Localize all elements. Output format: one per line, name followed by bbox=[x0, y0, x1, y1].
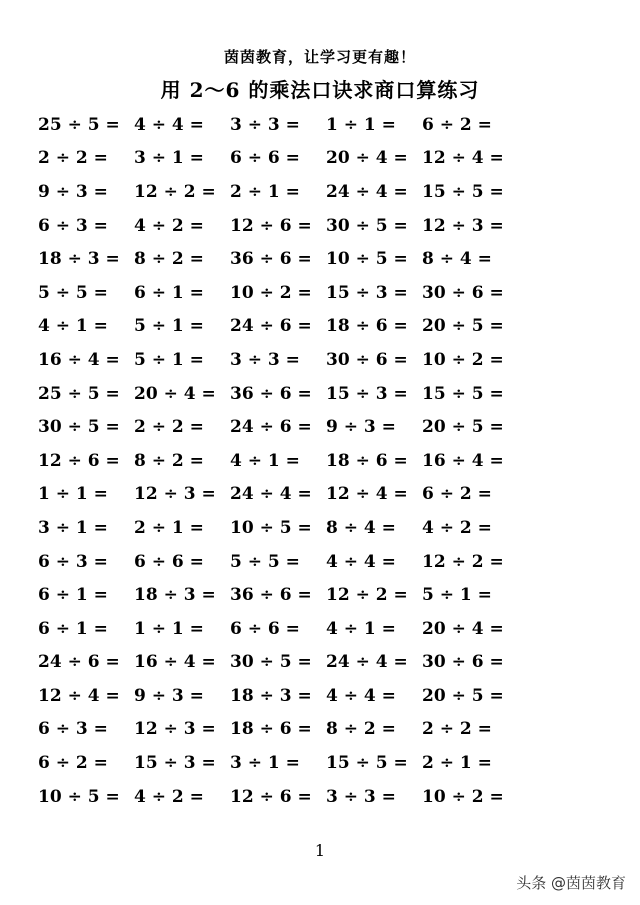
division-problem: 8 ÷ 4 = bbox=[422, 249, 492, 270]
division-problem: 15 ÷ 5 = bbox=[422, 383, 504, 404]
division-problem: 30 ÷ 5 = bbox=[230, 652, 312, 673]
division-problem: 30 ÷ 6 = bbox=[422, 282, 504, 303]
division-problem: 18 ÷ 3 = bbox=[134, 585, 216, 606]
division-problem: 12 ÷ 3 = bbox=[422, 215, 504, 236]
division-problem: 2 ÷ 1 = bbox=[134, 517, 204, 538]
division-problem: 3 ÷ 1 = bbox=[230, 753, 300, 774]
division-problem: 24 ÷ 4 = bbox=[230, 484, 312, 505]
division-problem: 2 ÷ 1 = bbox=[422, 753, 492, 774]
problem-row bbox=[38, 679, 598, 713]
division-problem: 5 ÷ 5 = bbox=[38, 282, 108, 303]
problem-row bbox=[38, 310, 598, 344]
division-problem: 8 ÷ 2 = bbox=[134, 450, 204, 471]
division-problem: 6 ÷ 3 = bbox=[38, 719, 108, 740]
division-problem: 24 ÷ 6 = bbox=[230, 316, 312, 337]
division-problem: 4 ÷ 1 = bbox=[326, 618, 396, 639]
problem-row bbox=[38, 175, 598, 209]
division-problem: 12 ÷ 4 = bbox=[422, 148, 504, 169]
problem-row bbox=[38, 612, 598, 646]
division-problem: 2 ÷ 1 = bbox=[230, 181, 300, 202]
division-problem: 18 ÷ 3 = bbox=[230, 685, 312, 706]
division-problem: 4 ÷ 2 = bbox=[134, 215, 204, 236]
division-problem: 2 ÷ 2 = bbox=[38, 148, 108, 169]
problem-row bbox=[38, 276, 598, 310]
division-problem: 3 ÷ 1 = bbox=[134, 148, 204, 169]
division-problem: 30 ÷ 6 = bbox=[326, 349, 408, 370]
division-problem: 5 ÷ 1 = bbox=[422, 585, 492, 606]
division-problem: 24 ÷ 6 = bbox=[38, 652, 120, 673]
division-problem: 12 ÷ 3 = bbox=[134, 719, 216, 740]
division-problem: 25 ÷ 5 = bbox=[38, 114, 120, 135]
division-problem: 2 ÷ 2 = bbox=[422, 719, 492, 740]
division-problem: 10 ÷ 2 = bbox=[422, 786, 504, 807]
problem-row bbox=[38, 545, 598, 579]
division-problem: 12 ÷ 4 = bbox=[38, 685, 120, 706]
division-problem: 16 ÷ 4 = bbox=[422, 450, 504, 471]
division-problem: 12 ÷ 2 = bbox=[422, 551, 504, 572]
division-problem: 4 ÷ 4 = bbox=[326, 685, 396, 706]
division-problem: 10 ÷ 2 = bbox=[230, 282, 312, 303]
problem-row bbox=[38, 478, 598, 512]
division-problem: 20 ÷ 4 = bbox=[134, 383, 216, 404]
division-problem: 15 ÷ 3 = bbox=[134, 753, 216, 774]
division-problem: 12 ÷ 4 = bbox=[326, 484, 408, 505]
division-problem: 25 ÷ 5 = bbox=[38, 383, 120, 404]
division-problem: 4 ÷ 1 = bbox=[230, 450, 300, 471]
division-problem: 12 ÷ 6 = bbox=[230, 215, 312, 236]
problem-row bbox=[38, 444, 598, 478]
division-problem: 6 ÷ 6 = bbox=[230, 618, 300, 639]
division-problem: 15 ÷ 3 = bbox=[326, 383, 408, 404]
problem-row bbox=[38, 646, 598, 680]
division-problem: 36 ÷ 6 = bbox=[230, 585, 312, 606]
division-problem: 8 ÷ 2 = bbox=[326, 719, 396, 740]
division-problem: 12 ÷ 2 = bbox=[134, 181, 216, 202]
division-problem: 4 ÷ 4 = bbox=[326, 551, 396, 572]
division-problem: 24 ÷ 4 = bbox=[326, 181, 408, 202]
division-problem: 10 ÷ 5 = bbox=[38, 786, 120, 807]
division-problem: 24 ÷ 6 = bbox=[230, 417, 312, 438]
page-number: 1 bbox=[314, 841, 326, 860]
problem-row bbox=[38, 410, 598, 444]
division-problem: 20 ÷ 5 = bbox=[422, 316, 504, 337]
division-problem: 6 ÷ 2 = bbox=[422, 114, 492, 135]
division-problem: 6 ÷ 1 = bbox=[134, 282, 204, 303]
division-problem: 18 ÷ 6 = bbox=[326, 316, 408, 337]
division-problem: 18 ÷ 6 = bbox=[326, 450, 408, 471]
division-problem: 1 ÷ 1 = bbox=[134, 618, 204, 639]
problem-row bbox=[38, 142, 598, 176]
division-problem: 15 ÷ 3 = bbox=[326, 282, 408, 303]
division-problem: 20 ÷ 4 = bbox=[422, 618, 504, 639]
division-problem: 16 ÷ 4 = bbox=[134, 652, 216, 673]
division-problem: 30 ÷ 5 = bbox=[326, 215, 408, 236]
division-problem: 3 ÷ 3 = bbox=[326, 786, 396, 807]
division-problem: 6 ÷ 1 = bbox=[38, 618, 108, 639]
division-problem: 9 ÷ 3 = bbox=[38, 181, 108, 202]
division-problem: 12 ÷ 6 = bbox=[230, 786, 312, 807]
division-problem: 12 ÷ 3 = bbox=[134, 484, 216, 505]
division-problem: 16 ÷ 4 = bbox=[38, 349, 120, 370]
division-problem: 5 ÷ 1 = bbox=[134, 349, 204, 370]
division-problem: 15 ÷ 5 = bbox=[326, 753, 408, 774]
division-problem: 36 ÷ 6 = bbox=[230, 249, 312, 270]
problem-row bbox=[38, 511, 598, 545]
problem-row bbox=[38, 343, 598, 377]
problem-row bbox=[38, 578, 598, 612]
problem-row bbox=[38, 377, 598, 411]
division-problem: 6 ÷ 3 = bbox=[38, 551, 108, 572]
division-problem: 30 ÷ 6 = bbox=[422, 652, 504, 673]
division-problem: 30 ÷ 5 = bbox=[38, 417, 120, 438]
problem-row bbox=[38, 780, 598, 814]
watermark: 头条 @茵茵教育 bbox=[516, 874, 626, 892]
problem-row bbox=[38, 209, 598, 243]
division-problem: 15 ÷ 5 = bbox=[422, 181, 504, 202]
page-title: 用 2～6 的乘法口诀求商口算练习 bbox=[160, 78, 480, 102]
division-problem: 1 ÷ 1 = bbox=[38, 484, 108, 505]
division-problem: 18 ÷ 3 = bbox=[38, 249, 120, 270]
division-problem: 5 ÷ 1 = bbox=[134, 316, 204, 337]
division-problem: 20 ÷ 5 = bbox=[422, 685, 504, 706]
division-problem: 6 ÷ 3 = bbox=[38, 215, 108, 236]
problem-row bbox=[38, 713, 598, 747]
division-problem: 6 ÷ 6 = bbox=[230, 148, 300, 169]
division-problem: 4 ÷ 4 = bbox=[134, 114, 204, 135]
division-problem: 3 ÷ 3 = bbox=[230, 349, 300, 370]
problem-row bbox=[38, 746, 598, 780]
division-problem: 9 ÷ 3 = bbox=[134, 685, 204, 706]
division-problem: 10 ÷ 2 = bbox=[422, 349, 504, 370]
division-problem: 8 ÷ 2 = bbox=[134, 249, 204, 270]
division-problem: 3 ÷ 1 = bbox=[38, 517, 108, 538]
division-problem: 5 ÷ 5 = bbox=[230, 551, 300, 572]
problem-grid bbox=[38, 108, 598, 813]
division-problem: 20 ÷ 4 = bbox=[326, 148, 408, 169]
division-problem: 6 ÷ 2 = bbox=[38, 753, 108, 774]
division-problem: 18 ÷ 6 = bbox=[230, 719, 312, 740]
division-problem: 6 ÷ 1 = bbox=[38, 585, 108, 606]
division-problem: 6 ÷ 6 = bbox=[134, 551, 204, 572]
division-problem: 1 ÷ 1 = bbox=[326, 114, 396, 135]
division-problem: 6 ÷ 2 = bbox=[422, 484, 492, 505]
division-problem: 4 ÷ 2 = bbox=[422, 517, 492, 538]
division-problem: 10 ÷ 5 = bbox=[230, 517, 312, 538]
division-problem: 20 ÷ 5 = bbox=[422, 417, 504, 438]
header-slogan: 茵茵教育，让学习更有趣！ bbox=[223, 48, 416, 66]
division-problem: 10 ÷ 5 = bbox=[326, 249, 408, 270]
division-problem: 24 ÷ 4 = bbox=[326, 652, 408, 673]
division-problem: 36 ÷ 6 = bbox=[230, 383, 312, 404]
division-problem: 4 ÷ 2 = bbox=[134, 786, 204, 807]
division-problem: 8 ÷ 4 = bbox=[326, 517, 396, 538]
division-problem: 4 ÷ 1 = bbox=[38, 316, 108, 337]
division-problem: 2 ÷ 2 = bbox=[134, 417, 204, 438]
problem-row bbox=[38, 242, 598, 276]
division-problem: 3 ÷ 3 = bbox=[230, 114, 300, 135]
problem-row bbox=[38, 108, 598, 142]
division-problem: 12 ÷ 6 = bbox=[38, 450, 120, 471]
division-problem: 12 ÷ 2 = bbox=[326, 585, 408, 606]
division-problem: 9 ÷ 3 = bbox=[326, 417, 396, 438]
